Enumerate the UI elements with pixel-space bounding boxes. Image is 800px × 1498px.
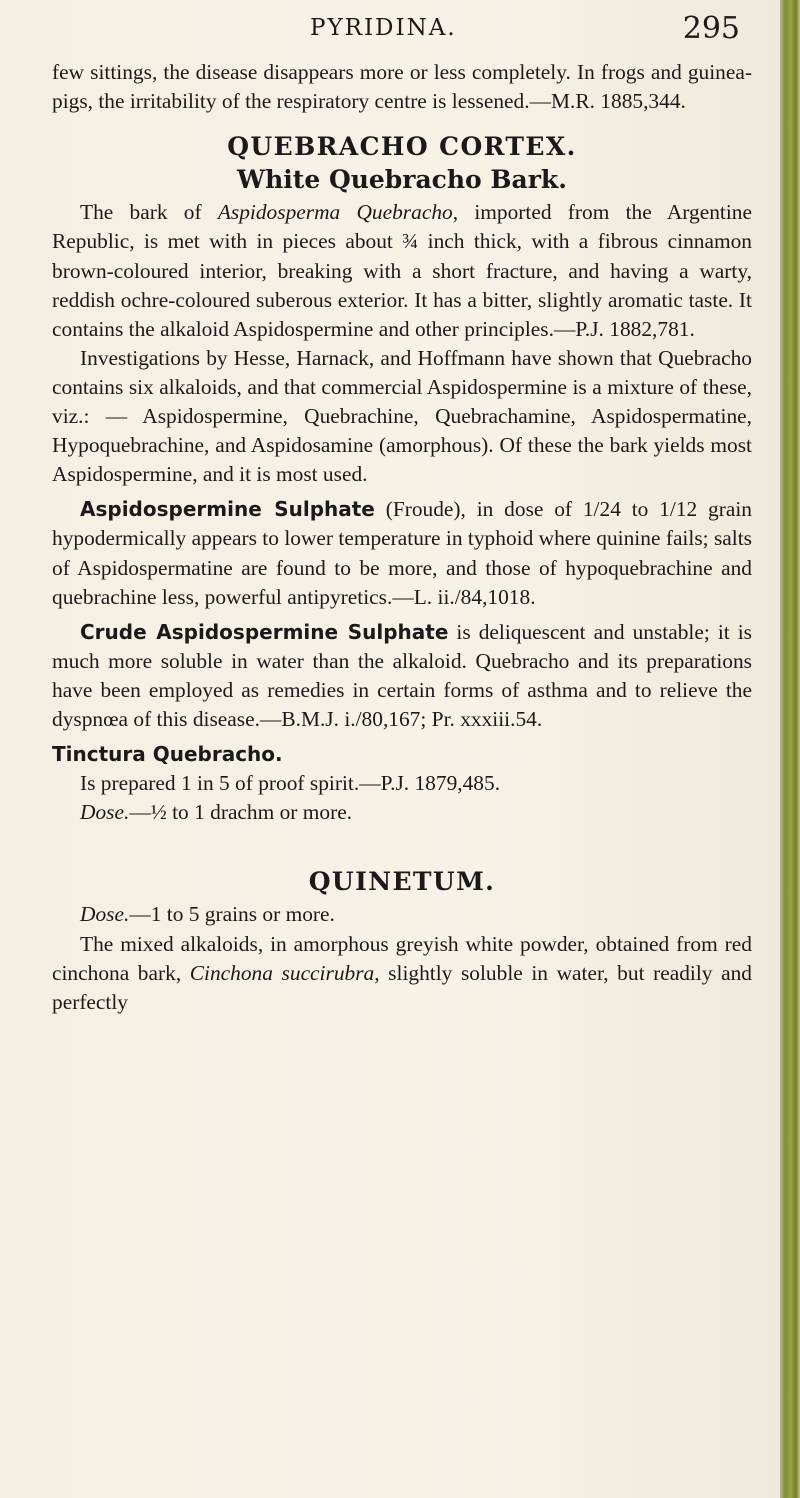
tinctura-heading — [52, 740, 752, 769]
quinetum-dose-label: Dose. — [80, 902, 130, 927]
intro-paragraph: few sittings, the disease disappears more or less completely. In frogs and guinea-pigs, the irritability of the respiratory centre is lessened.—M.R. 1885,344. — [52, 60, 752, 114]
quinetum-dose-text: —1 to 5 grains or more. — [129, 902, 335, 927]
tinctura-title: Tinctura Quebracho. — [52, 742, 283, 767]
quebracho-paragraph-2: Investigations by Hesse, Harnack, and Hoffmann have shown that Quebracho contains six alkaloids, and that commercial Aspidospermine is a mixture of these, viz.: — Aspidospermine, Quebrachine, Quebrachamine, Aspidospermatine, Hypoquebrachine, and Aspidosamine (amorphous). Of these the bark yields most Aspidospermine, and it is most used. — [52, 345, 752, 487]
section-title-quinetum: QUINETUM. — [308, 867, 496, 897]
section-subtitle-quebracho: White Quebracho Bark. — [237, 165, 567, 195]
tinctura-dose — [52, 798, 752, 827]
tinctura-text: Is prepared 1 in 5 of proof spirit.—P.J. 1879,485. — [80, 771, 501, 796]
tinctura-dose-text: —½ to 1 drachm or more. — [129, 800, 353, 825]
page-header — [280, 6, 740, 50]
quebracho-p1-rest: , imported from the Argentine Republic, is met with in pieces about ¾ inch thick, with a fibrous cinnamon brown-coloured interior, breaking with a short fracture, and having a warty, reddish ochre-coloured suberous exterior. It has a bitter, slightly aromatic taste. It contains the alkaloid Aspidospermine and other principles.—P.J. 1882,781. — [52, 200, 752, 341]
body-text — [52, 58, 752, 1017]
quinetum-dose — [52, 900, 752, 929]
page-number: 295 — [682, 10, 740, 46]
section-title-quebracho: QUEBRACHO CORTEX. — [227, 132, 577, 162]
page-edge — [780, 0, 800, 1498]
quebracho-species-name: Aspidosperma Quebracho — [217, 200, 453, 225]
quebracho-paragraph-1 — [52, 198, 752, 343]
sulphate-paragraph — [52, 495, 752, 611]
quebracho-p1-start: The bark of — [80, 200, 218, 225]
sulphate-text: (Froude), in dose of 1/24 to 1/12 grain hypodermically appears to lower temperature in typhoid where quinine fails; salts of Aspidospermatine are found to be more, and those of hypoquebrachine and quebrachine less, powerful antipyretics.—L. ii./84,1018. — [52, 497, 752, 609]
crude-heading: Crude Aspidospermine Sulphate — [80, 619, 449, 644]
tinctura-dose-label: Dose. — [80, 800, 130, 825]
sulphate-heading: Aspidospermine Sulphate — [80, 497, 375, 522]
quinetum-species-name: Cinchona succirubra — [189, 960, 375, 985]
quinetum-text-rest: , slightly soluble in water, but readily and perfectly — [52, 960, 752, 1014]
crude-text: is deliquescent and unstable; it is much more soluble in water than the alkaloid. Quebracho and its preparations have been employed as remedies in certain forms of asthma and to relieve the dyspnœa of this disease.—B.M.J. i./80,167; Pr. xxxiii.54. — [52, 619, 752, 731]
running-head: PYRIDINA. — [310, 15, 457, 41]
quinetum-text-start: The mixed alkaloids, in amorphous greyish white powder, obtained from red cinchona bark, — [52, 931, 752, 985]
crude-paragraph — [52, 618, 752, 734]
quinetum-paragraph — [52, 930, 752, 1017]
